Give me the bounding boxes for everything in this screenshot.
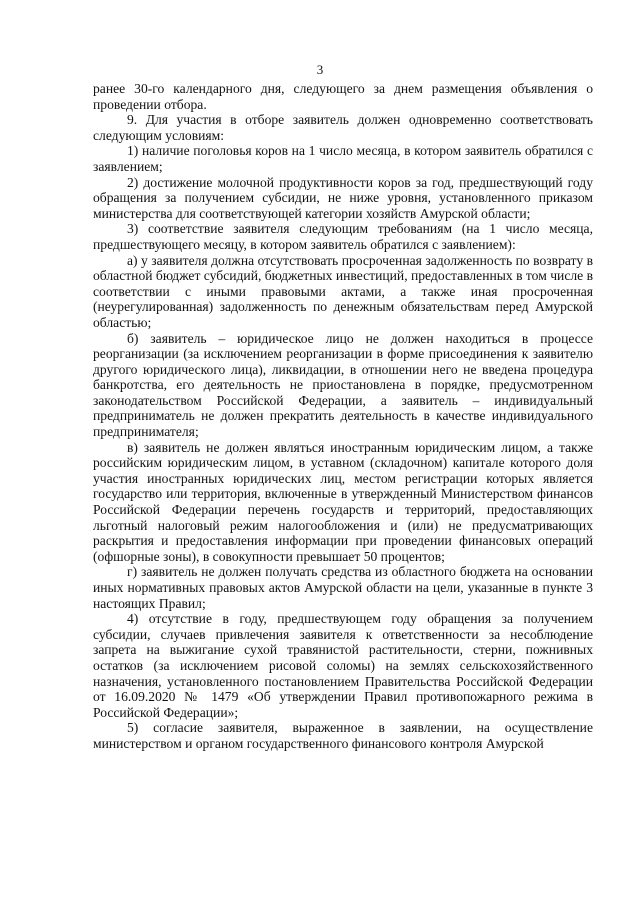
paragraph-continuation: ранее 30-го календарного дня, следующего за днем размещения объявления о проведении отбора. xyxy=(93,81,593,112)
paragraph-condition-3: 3) соответствие заявителя следующим требованиям (на 1 число месяца, предшествующего месяцу, в котором заявитель обратился с заявлением): xyxy=(93,221,593,252)
paragraph-condition-5: 5) согласие заявителя, выраженное в заявлении, на осуществление министерством и органом государственного финансового контроля Амурской xyxy=(93,720,593,751)
paragraph-condition-4: 4) отсутствие в году, предшествующем году обращения за получением субсидии, случаев привлечения заявителя к ответственности за несоблюдение запрета на выжигание сухой травянистой растительности, стерни, пожнивных остатков (за исключением рисовой соломы) на землях сельскохозяйственного назначения, установленного постановлением Правительства Российской Федерации от 16.09.2020 № 1479 «Об утверждении Правил противопожарного режима в Российской Федерации»; xyxy=(93,611,593,720)
paragraph-requirement-v: в) заявитель не должен являться иностранным юридическим лицом, а также российским юридическим лицом, в уставном (складочном) капитале которого доля участия иностранных юридических лиц, местом регистрации которых является государство или территория, включенные в утвержденный Министерством финансов Российской Федерации перечень государств и территорий, предоставляющих льготный налоговый режим налогообложения и (или) не предусматривающих раскрытия и предоставления информации при проведении финансовых операций (офшорные зоны), в совокупности превышает 50 процентов; xyxy=(93,439,593,564)
paragraph-condition-1: 1) наличие поголовья коров на 1 число месяца, в котором заявитель обратился с заявлением; xyxy=(93,143,593,174)
paragraph-requirement-b: б) заявитель – юридическое лицо не должен находиться в процессе реорганизации (за исключением реорганизации в форме присоединения к заявителю другого юридического лица), ликвидации, в отношении него не введена процедура банкротства, его деятельность не приостановлена в порядке, предусмотренном законодательством Российской Федерации, а заявитель – индивидуальный предприниматель не должен прекратить деятельность в качестве индивидуального предпринимателя; xyxy=(93,330,593,440)
paragraph-requirement-a: а) у заявителя должна отсутствовать просроченная задолженность по возврату в областной бюджет субсидий, бюджетных инвестиций, предоставленных в том числе в соответствии с иными правовыми актами, а также иная просроченная (неурегулированная) задолженность по денежным обязательствам перед Амурской областью; xyxy=(93,252,593,330)
page-number: 3 xyxy=(316,62,324,77)
document-body xyxy=(93,81,593,752)
paragraph-requirement-g: г) заявитель не должен получать средства из областного бюджета на основании иных нормативных правовых актов Амурской области на цели, указанные в пункте 3 настоящих Правил; xyxy=(93,564,593,611)
paragraph-condition-2: 2) достижение молочной продуктивности коров за год, предшествующий году обращения за получением субсидии, не ниже уровня, установленного приказом министерства для соответствующей категории хозяйств Амурской области; xyxy=(93,174,593,221)
paragraph-item-9: 9. Для участия в отборе заявитель должен одновременно соответствовать следующим условиям: xyxy=(93,112,593,143)
